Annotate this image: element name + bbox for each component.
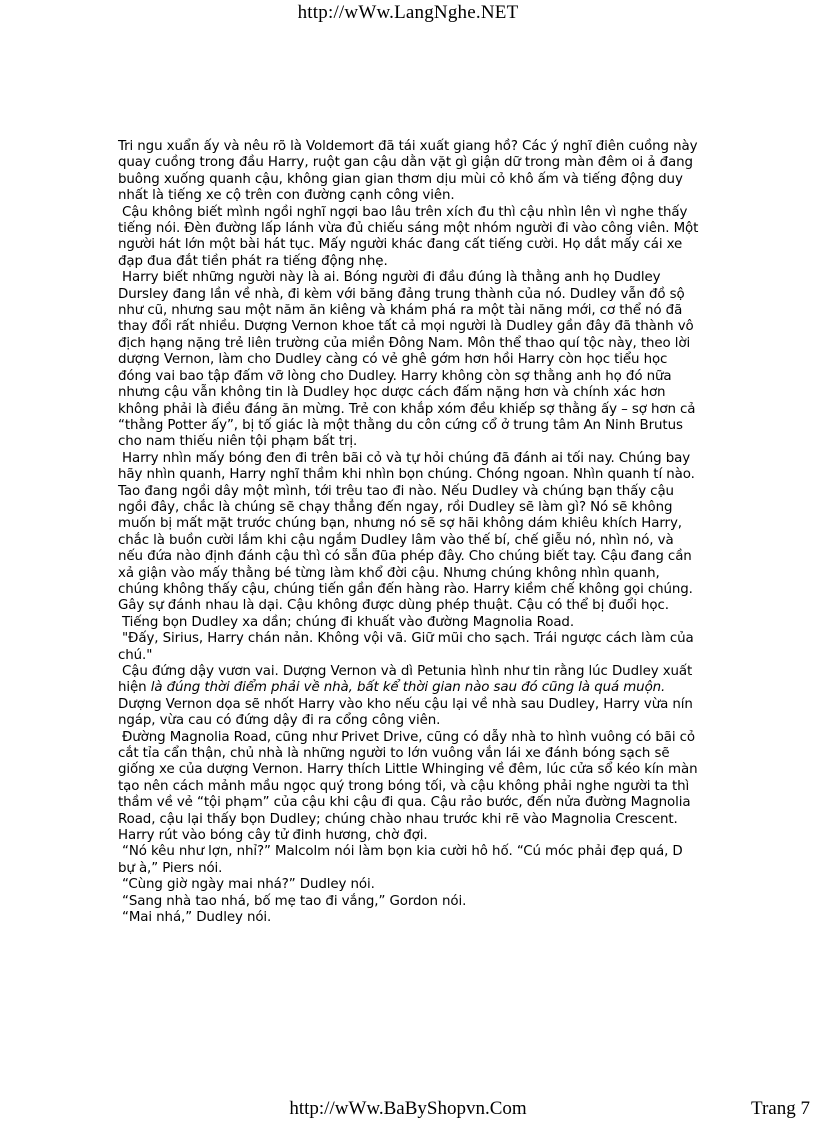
- paragraph: Cậu không biết mình ngồi nghĩ ngợi bao lâu trên xích đu thì cậu nhìn lên vì nghe thấy tiếng nói. Đèn đường lấp lánh vừa đủ chiếu sáng một nhóm người đi vào công viên. Một người hát lớn một bài hát tục. Mấy người khác đang cất tiếng cười. Họ dắt mấy cái xe đạp đua đắt tiền phát ra tiếng động nhẹ.: [118, 204, 699, 269]
- paragraph-text: Cậu đứng dậy vươn vai. Dượng Vernon và dì Petunia hình như tin rằng lúc Dudley xuất hiện: [118, 664, 693, 696]
- page-number: Trang 7: [751, 1098, 810, 1119]
- paragraph: Harry biết những người này là ai. Bóng người đi đầu đúng là thằng anh họ Dudley Dursley đang lần về nhà, đi kèm với băng đảng trung thành của nó. Dudley vẫn đồ sộ như cũ, nhưng sau một năm ăn kiêng và khám phá ra một tài năng mới, cơ thể nó đã thay đổi rất nhiều. Dượng Vernon khoe tất cả mọi người là Dudley gần đây đã thành vô địch hạng nặng trẻ liên trường của miền Đông Nam. Môn thể thao quí tộc này, theo lời dượng Vernon, làm cho Dudley càng có vẻ ghê gớm hơn hồi Harry còn học tiểu học đóng vai bao tập đấm vỡ lòng cho Dudley. Harry không còn sợ thằng anh họ đó nữa nhưng cậu vẫn không tin là Dudley học dược cách đấm nặng hơn và chính xác hơn không phải là điều đáng ăn mừng. Trẻ con khắp xóm đều khiếp sợ thằng ấy – sợ hơn cả “thằng Potter ấy”, bị tố giác là một thằng du côn cứng cổ ở trung tâm An Ninh Brutus cho nam thiếu niên tội phạm bất trị.: [118, 270, 696, 450]
- paragraph-with-italic: [118, 664, 700, 730]
- paragraph: Tri ngu xuẩn ấy và nêu rõ là Voldemort đã tái xuất giang hồ? Các ý nghĩ điên cuồng này quay cuồng trong đầu Harry, ruột gan cậu dằn vặt gì giận dữ trong màn đêm oi ả đang buông xuống quanh cậu, không gian gian thơm dịu mùi cỏ khô ấm và tiếng động duy nhất là tiếng xe cộ trên con đường cạnh công viên.: [118, 139, 698, 204]
- paragraph: Harry nhìn mấy bóng đen đi trên bãi cỏ và tự hỏi chúng đã đánh ai tối nay. Chúng bay hãy nhìn quanh, Harry nghĩ thầm khi nhìn bọn chúng. Chóng ngoan. Nhìn quanh tí nào. Tao đang ngồi dây một mình, tới trêu tao đi nào. Nếu Dudley và chúng bạn thấy cậu ngồi đây, chắc là chúng sẽ chạy thẳng đến ngay, rồi Dudley sẽ làm gì? Nó sẽ không muốn bị mất mặt trước chúng bạn, nhưng nó sẽ sợ hãi không dám khiêu khích Harry, chắc là buồn cười lắm khi cậu ngắm Dudley lâm vào thế bí, chế giễu nó, nhìn nó, và nếu đứa nào định đánh cậu thì có sẵn đũa phép đây. Cho chúng biết tay. Cậu đang cần xả giận vào mấy thằng bé từng làm khổ đời cậu. Nhưng chúng không nhìn quanh, chúng không thấy cậu, chúng tiến gần đến hàng rào. Harry kiềm chế không gọi chúng. Gây sự đánh nhau là dại. Cậu không được dùng phép thuật. Cậu có thể bị đuổi học.: [118, 450, 695, 614]
- paragraph: Tiếng bọn Dudley xa dần; chúng đi khuất vào đường Magnolia Road.: [122, 614, 574, 630]
- paragraph-text: Dượng Vernon dọa sẽ nhốt Harry vào kho nếu cậu lại về nhà sau Dudley, Harry vừa nín ngáp, vừa cau có đứng dậy đi ra cổng công viên.: [118, 696, 693, 729]
- paragraph: "Đấy, Sirius, Harry chán nản. Không vội vã. Giữ mũi cho sạch. Trái ngược cách làm của chú.": [118, 631, 694, 663]
- paragraph: Đường Magnolia Road, cũng như Privet Drive, cũng có dẫy nhà to hình vuông có bãi cỏ cắt tỉa cẩn thận, chủ nhà là những người to lớn vuông vắn lái xe đánh bóng sạch sẽ giống xe của dượng Vernon. Harry thích Little Whinging về đêm, lúc cửa sổ kéo kín màn tạo nên cách mảnh mầu ngọc quý trong bóng tối, và cậu không phải nghe người ta thì thầm về vẻ “tội phạm” của cậu khi cậu đi qua. Cậu rảo bước, đến nửa đường Magnolia Road, cậu lại thấy bọn Dudley; chúng chào nhau trước khi rẽ vào Magnolia Crescent. Harry rút vào bóng cây tử đinh hương, chờ đợi.: [118, 729, 698, 844]
- paragraph: “Sang nhà tao nhá, bố mẹ tao đi vắng,” Gordon nói.: [122, 893, 467, 909]
- footer-url: http://wWw.BaByShopvn.Com: [289, 1098, 527, 1119]
- header-url: http://wWw.LangNghe.NET: [297, 2, 519, 23]
- paragraph: “Mai nhá,” Dudley nói.: [122, 910, 272, 926]
- paragraph: “Cùng giờ ngày mai nhá?” Dudley nói.: [122, 877, 375, 893]
- document-body: [118, 139, 700, 927]
- paragraph: “Nó kêu như lợn, nhỉ?” Malcolm nói làm bọn kia cười hô hố. “Cú móc phải đẹp quá, D bự à,” Piers nói.: [118, 844, 683, 876]
- italic-text: là đúng thời điểm phải về nhà, bất kể thời gian nào sau đó cũng là quá muộn.: [150, 680, 666, 696]
